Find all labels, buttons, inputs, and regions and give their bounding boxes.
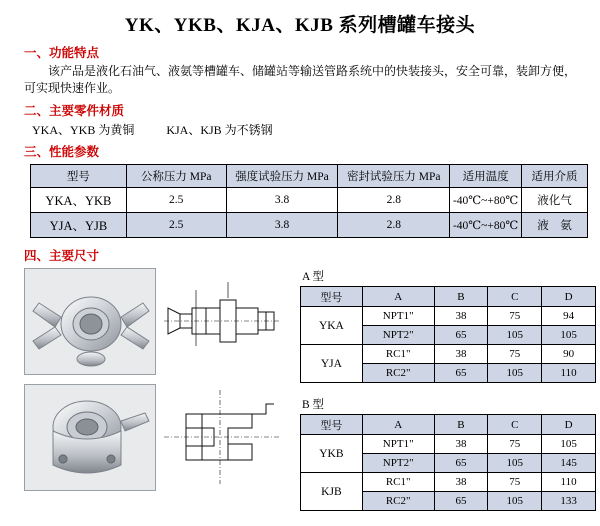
th-temperature: 适用温度	[450, 165, 522, 188]
th-model: 型号	[301, 415, 363, 435]
th-seal-test: 密封试验压力 MPa	[338, 165, 450, 188]
section-heading-features: 一、功能特点	[24, 46, 100, 60]
section-heading-material: 二、主要零件材质	[24, 104, 125, 118]
cell-model: YKA	[301, 307, 363, 345]
cell-d: 110	[542, 473, 596, 492]
table-header-row	[301, 287, 596, 307]
cell-b: 65	[434, 492, 488, 511]
cell-strength: 3.8	[226, 213, 338, 238]
cell-nominal: 2.5	[126, 188, 226, 213]
th-model: 型号	[301, 287, 363, 307]
cell-d: 105	[542, 435, 596, 454]
th-c: C	[488, 415, 542, 435]
cell-b: 38	[434, 307, 488, 326]
cell-c: 105	[488, 492, 542, 511]
table-row	[301, 307, 596, 326]
features-paragraph: 该产品是液化石油气、液氨等槽罐车、储罐站等输送管路系统中的快装接头，安全可靠，装卸方便，可实现快速作业。	[24, 64, 577, 95]
cell-a: RC1"	[362, 473, 434, 492]
cell-b: 38	[434, 435, 488, 454]
document-page	[0, 10, 600, 526]
photo-coupling-a	[24, 268, 156, 375]
material-right: KJA、KJB 为不锈钢	[166, 123, 273, 137]
cell-c: 75	[488, 473, 542, 492]
cell-nominal: 2.5	[126, 213, 226, 238]
drawing-coupling-a-art	[162, 268, 282, 373]
cell-a: RC1"	[362, 345, 434, 364]
th-nominal-pressure: 公称压力 MPa	[126, 165, 226, 188]
th-strength-test: 强度试验压力 MPa	[226, 165, 338, 188]
cell-d: 94	[542, 307, 596, 326]
cell-c: 75	[488, 345, 542, 364]
cell-seal: 2.8	[338, 213, 450, 238]
th-b: B	[434, 287, 488, 307]
cell-temp: -40℃~+80℃	[450, 213, 522, 238]
table-row	[301, 435, 596, 454]
dim-table-b-block	[300, 396, 600, 511]
cell-medium: 液化气	[522, 188, 588, 213]
cell-seal: 2.8	[338, 188, 450, 213]
cell-c: 105	[488, 364, 542, 383]
th-model: 型号	[31, 165, 127, 188]
cell-c: 75	[488, 435, 542, 454]
cell-a: NPT1"	[362, 435, 434, 454]
cell-a: NPT2"	[362, 326, 434, 345]
section-heading-dimensions: 四、主要尺寸	[24, 249, 100, 263]
th-b: B	[434, 415, 488, 435]
cell-strength: 3.8	[226, 188, 338, 213]
th-a: A	[362, 415, 434, 435]
cell-c: 105	[488, 454, 542, 473]
cell-b: 65	[434, 364, 488, 383]
performance-table	[30, 164, 588, 238]
table-row	[301, 473, 596, 492]
cell-d: 90	[542, 345, 596, 364]
dimension-tables-column	[300, 268, 600, 511]
cell-d: 110	[542, 364, 596, 383]
cell-a: RC2"	[362, 364, 434, 383]
cell-b: 38	[434, 473, 488, 492]
photo-coupling-b	[24, 384, 156, 491]
photo-coupling-a-art	[25, 269, 155, 374]
cell-model: YKA、YKB	[31, 188, 127, 213]
dimension-table-a	[300, 286, 596, 383]
table-row	[31, 213, 588, 238]
th-a: A	[362, 287, 434, 307]
cell-temp: -40℃~+80℃	[450, 188, 522, 213]
material-left: YKA、YKB 为黄铜	[32, 123, 135, 137]
cell-a: RC2"	[362, 492, 434, 511]
dim-table-a-label: A 型	[302, 271, 325, 283]
cell-d: 105	[542, 326, 596, 345]
th-medium: 适用介质	[522, 165, 588, 188]
drawing-coupling-a	[162, 268, 282, 373]
image-column	[24, 268, 282, 500]
table-row	[301, 345, 596, 364]
cell-c: 105	[488, 326, 542, 345]
drawing-coupling-b-art	[162, 384, 282, 489]
cell-model: KJB	[301, 473, 363, 511]
cell-c: 75	[488, 307, 542, 326]
image-row-b	[24, 384, 282, 491]
cell-model: YKB	[301, 435, 363, 473]
cell-b: 65	[434, 454, 488, 473]
cell-model: YJA、YJB	[31, 213, 127, 238]
section-heading-performance: 三、性能参数	[24, 145, 100, 159]
drawing-coupling-b	[162, 384, 282, 489]
th-d: D	[542, 287, 596, 307]
page-title: YK、YKB、KJA、KJB 系列槽罐车接头	[124, 15, 476, 36]
cell-a: NPT2"	[362, 454, 434, 473]
cell-model: YJA	[301, 345, 363, 383]
material-line	[32, 121, 590, 138]
cell-b: 38	[434, 345, 488, 364]
table-row	[31, 188, 588, 213]
image-row-a	[24, 268, 282, 375]
dimension-table-b	[300, 414, 596, 511]
cell-d: 145	[542, 454, 596, 473]
photo-coupling-b-art	[25, 385, 155, 490]
table-header-row	[301, 415, 596, 435]
cell-a: NPT1"	[362, 307, 434, 326]
dim-table-b-label: B 型	[302, 399, 325, 411]
th-d: D	[542, 415, 596, 435]
cell-b: 65	[434, 326, 488, 345]
cell-d: 133	[542, 492, 596, 511]
table-header-row	[31, 165, 588, 188]
cell-medium: 液 氨	[522, 213, 588, 238]
performance-table-wrap	[30, 164, 590, 238]
th-c: C	[488, 287, 542, 307]
